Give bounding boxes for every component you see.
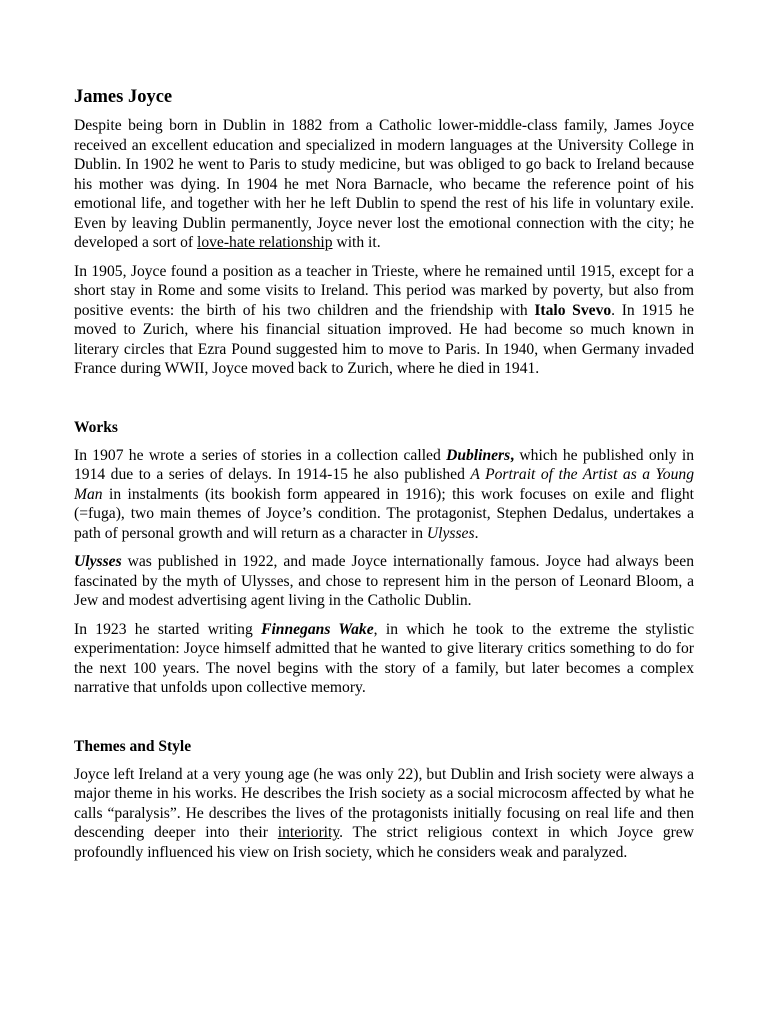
text-run: in instalments (its bookish form appeared in 1916); this work focuses on exile and flight (=fuga), two main themes of Joyce’s condition. The protagonist, Stephen Dedalus, undertakes a path of personal growth and will return as a character in — [74, 485, 694, 542]
finnegans-wake-title: Finnegans Wake — [261, 620, 374, 638]
text-run: In 1907 he wrote a series of stories in a collection called — [74, 446, 447, 464]
works-paragraph-2 — [74, 552, 694, 611]
text-run: was published in 1922, and made Joyce internationally famous. Joyce had always been fascinated by the myth of Ulysses, and chose to represent him in the person of Leonard Bloom, a Jew and modest advertising agent living in the Catholic Dublin. — [74, 553, 694, 609]
text-run: In 1923 he started writing — [74, 620, 262, 638]
ulysses-title: Ulysses — [426, 524, 475, 542]
dubliners-title: Dubliners — [446, 446, 511, 464]
text-run: In 1905, Joyce found a position as a teacher in Trieste, where he remained until 1915, except for a short stay in Rome and some visits to Ireland. This period was marked by poverty, but also from positive events: the birth of his two children and the friendship with — [74, 262, 694, 319]
portrait-title: A Portrait of the Artist as a Young Man — [74, 466, 694, 503]
ulysses-title-bold: Ulysses — [74, 553, 122, 570]
works-paragraph-3 — [74, 620, 694, 698]
themes-heading: Themes and Style — [74, 737, 192, 755]
love-hate-link[interactable]: love-hate relationship — [196, 234, 333, 251]
text-run: with it. — [332, 234, 381, 251]
text-run: , in which he took to the extreme the stylistic experimentation: Joyce himself admitted that he wanted to give literary critics something to do for the next 100 years. The novel begins with the story of a family, but later becomes a complex narrative that unfolds upon collective memory. — [74, 620, 694, 696]
works-heading: Works — [74, 418, 118, 436]
italo-svevo-bold: Italo Svevo — [534, 301, 612, 319]
comma: , — [510, 446, 515, 464]
text-run: . The strict religious context in which Joyce grew profoundly influenced his view on Irish society, which he considers weak and paralyzed. — [74, 824, 694, 861]
page-title: James Joyce — [74, 87, 173, 107]
bio-paragraph-1 — [74, 116, 694, 253]
works-paragraph-1 — [74, 446, 694, 544]
text-run: which he published only in 1914 due to a series of delays. In 1914-15 he also published — [74, 446, 694, 483]
section-gap — [74, 388, 694, 418]
document-page — [74, 86, 694, 871]
text-run: . In 1915 he moved to Zurich, where his financial situation improved. He had become so much known in literary circles that Ezra Pound suggested him to move to Paris. In 1940, when Germany invaded France during WWII, Joyce moved back to Zurich, where he died in 1941. — [74, 301, 694, 377]
section-gap — [74, 707, 694, 737]
bio-paragraph-2 — [74, 262, 694, 379]
themes-paragraph-1 — [74, 765, 694, 863]
interiority-link[interactable]: interiority — [277, 824, 340, 841]
text-run: . — [474, 524, 479, 542]
text-run: Joyce left Ireland at a very young age (he was only 22), but Dublin and Irish society were always a major theme in his works. He describes the Irish society as a social microcosm affected by what he calls “paralysis”. He describes the lives of the protagonists initially focusing on real life and then descending deeper into their — [74, 765, 694, 841]
text-run: Despite being born in Dublin in 1882 from a Catholic lower-middle-class family, James Joyce received an excellent education and specialized in modern languages at the University College in Dublin. In 1902 he went to Paris to study medicine, but was obliged to go back to Ireland because his mother was dying. In 1904 he met Nora Barnacle, who became the reference point of his emotional life, and together with her he left Dublin to spend the rest of his life in voluntary exile. Even by leaving Dublin permanently, Joyce never lost the emotional connection with the city; he developed a sort of — [74, 117, 694, 251]
